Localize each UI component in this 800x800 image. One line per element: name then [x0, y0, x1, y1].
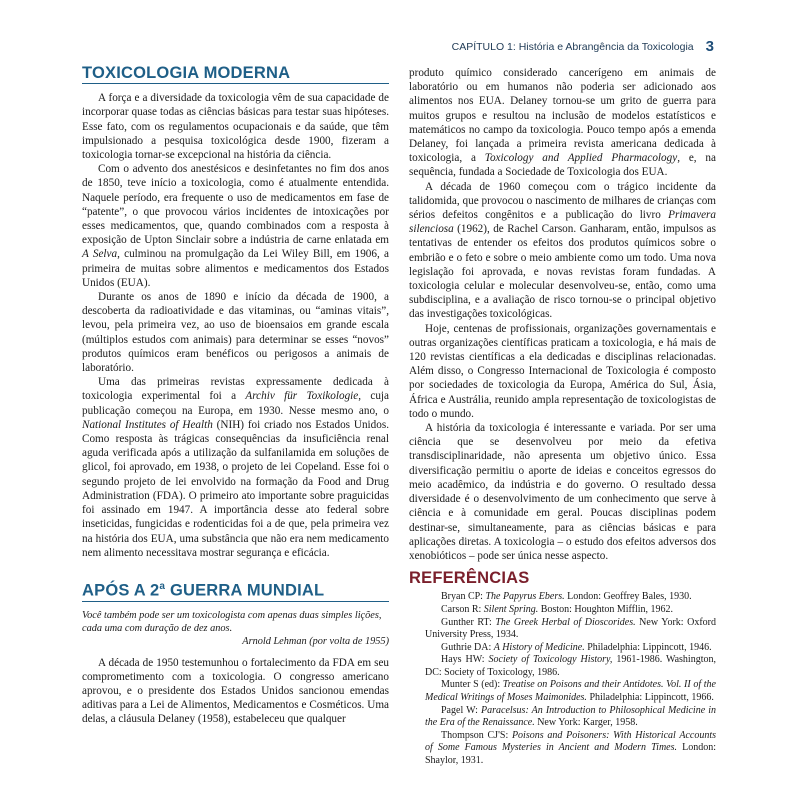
section-heading-toxicologia-moderna: TOXICOLOGIA MODERNA: [82, 66, 389, 84]
reference-item: Gunther RT: The Greek Herbal of Dioscorides. New York: Oxford University Press, 1934.: [425, 616, 716, 641]
reference-item: Carson R: Silent Spring. Boston: Houghton Mifflin, 1962.: [441, 603, 674, 615]
paragraph: produto químico considerado cancerígeno em animais de laboratório ou em humanos não poderia ser adicionado aos alimentos nos EUA. Delaney tornou-se um grito de guerra para muitos grupos e resultou na inclusão de modelos estatísticos e matemáticos no campo da toxicologia. Pouco tempo após a emenda Delaney, foi lançada a primeira revista americana dedicada à toxicologia, a Toxicology and Applied Pharmacology, e, na sequência, fundada a Sociedade de Toxicologia dos EUA.: [409, 67, 716, 179]
epigraph-attribution: Arnold Lehman (por volta de 1955): [242, 635, 389, 647]
reference-item: Munter S (ed): Treatise on Poisons and their Antidotes. Vol. II of the Medical Writings of Moses Maimonides. Philadelphia: Lippincott, 1966.: [425, 679, 716, 704]
page-number: 3: [705, 38, 714, 55]
references-list: [409, 591, 716, 767]
paragraph: A história da toxicologia é interessante e variada. Por ser uma ciência que se desenvolveu por meio da efetiva transdisciplinaridade, não apresenta um objetivo único. Essa diversificação permitiu o aporte de ideias e conceitos egressos do meio acadêmico, da indústria e do governo. O resultado dessa diversidade é o desenvolvimento de um conhecimento que serve à ciência e à comunidade em geral. Poucas disciplinas podem destinar-se, simultaneamente, para as ciências básicas e para aplicações diretas. A toxicologia – o estudo dos efeitos adversos dos xenobióticos – pode ser única nesse aspecto.: [409, 422, 716, 562]
reference-item: Thompson CJ'S: Poisons and Poisoners: With Historical Accounts of Some Famous Mysteries in Ancient and Modern Times. London: Shaylor, 1931.: [425, 729, 716, 767]
paragraph: A década de 1960 começou com o trágico incidente da talidomida, que provocou o nascimento de milhares de crianças com sérios defeitos congênitos e a publicação do livro Primavera silenciosa (1962), de Rachel Carson. Ganharam, então, impulsos as tentativas de entender os efeitos dos produtos químicos sobre o embrião e o feto e sobre o meio ambiente como um todo. Uma nova legislação foi aprovada, e novas revistas foram fundadas. A toxicologia celular e molecular desenvolveu-se, então, como uma subdisciplina, e a avaliação de risco tornou-se o principal objetivo das investigações toxicológicas.: [409, 180, 716, 321]
paragraph: Durante os anos de 1890 e início da década de 1900, a descoberta da radioatividade e das vitaminas, ou “aminas vitais”, levou, pela primeira vez, ao uso de bioensaios em grande escala (múltiplos estudos com animais) para determinar se esses “novos” produtos químicos eram benéficos ou perigosos a animais de laboratório.: [82, 291, 389, 375]
epigraph: [82, 609, 389, 648]
section-heading-referencias: REFERÊNCIAS: [409, 569, 530, 588]
reference-item: Hays HW: Society of Toxicology History, 1961-1986. Washington, DC: Society of Toxicology, 1986.: [425, 654, 716, 678]
section-heading-apos-guerra: APÓS A 2$^a$ GUERRA MUNDIAL: [82, 580, 389, 602]
paragraph: Hoje, centenas de profissionais, organizações governamentais e outras organizações científicas praticam a toxicologia, e há mais de 120 revistas científicas a ela dedicadas e disciplinas relacionadas. Além disso, o Congresso Internacional de Toxicologia é composto por sociedades de toxicologia da Europa, América do Sul, Ásia, África e Austrália, reunido ampla representação de toxicologistas de todo o mundo.: [409, 322, 716, 420]
left-column: [82, 66, 389, 727]
chapter-title: CAPÍTULO 1: História e Abrangência da Toxicologia: [451, 41, 694, 53]
paragraph: Uma das primeiras revistas expressamente dedicada à toxicologia experimental foi a Archiv für Toxikologie, cuja publicação começou na Europa, em 1930. Nesse mesmo ano, o National Institutes of Health (NIH) foi criado nos Estados Unidos. Como resposta às trágicas consequências da insuficiência renal aguda verificada após a utilização da sulfanilamida em soluções de glicol, foi aprovado, em 1938, o projeto de lei Copeland. Esse foi o segundo projeto de lei envolvido na formação da Food and Drug Administration (FDA). O primeiro ato importante sobre praguicidas foi assinado em 1947. A importância desse ato federal sobre inseticidas, fungicidas e rodenticidas foi a de que, pela primeira vez na história dos EUA, uma substância que não era nem medicamento nem alimento necessitava mostrar segurança e eficácia.: [82, 376, 389, 559]
epigraph-quote: Você também pode ser um toxicologista com apenas duas simples lições, cada uma com duração de dez anos.: [82, 609, 382, 634]
reference-item: Guthrie DA: A History of Medicine. Philadelphia: Lippincott, 1946.: [441, 641, 712, 653]
paragraph: Com o advento dos anestésicos e desinfetantes no fim dos anos de 1850, teve início a toxicologia, como é atualmente entendida. Naquele período, era frequente o uso de medicamentos em fase de “patente”, o que provocou vários incidentes de intoxicações por esses medicamentos, que, quando combinados com a resposta à exposição de Upton Sinclair sobre a indústria de carne enlatada em A Selva, culminou na promulgação da Lei Wiley Bill, em 1906, a primeira de muitas sobre alimentos e medicamentos dos Estados Unidos (EUA).: [82, 163, 389, 289]
reference-item: Bryan CP: The Papyrus Ebers. London: Geoffrey Bales, 1930.: [441, 591, 692, 603]
reference-item: Pagel W: Paracelsus: An Introduction to Philosophical Medicine in the Era of the Renaissance. New York: Karger, 1958.: [425, 704, 716, 729]
paragraph: A década de 1950 testemunhou o fortalecimento da FDA em seu comprometimento com a toxicologia. O congresso americano aprovou, e o presidente dos Estados Unidos sancionou emendas aditivas para a Lei de Alimentos, Medicamentos e Cosméticos. Uma delas, a cláusula Delaney (1958), estabeleceu que qualquer: [82, 656, 389, 726]
right-column: [409, 66, 716, 768]
paragraph: A força e a diversidade da toxicologia vêm de sua capacidade de incorporar quase todas as ciências básicas para testar suas hipóteses. Esse fato, com os regulamentos ocupacionais e da saúde, que têm impulsionado a pesquisa toxicológica desde 1900, fizeram a toxicologia tornar-se excepcional na história da ciência.: [82, 92, 389, 162]
running-header: [452, 37, 714, 54]
